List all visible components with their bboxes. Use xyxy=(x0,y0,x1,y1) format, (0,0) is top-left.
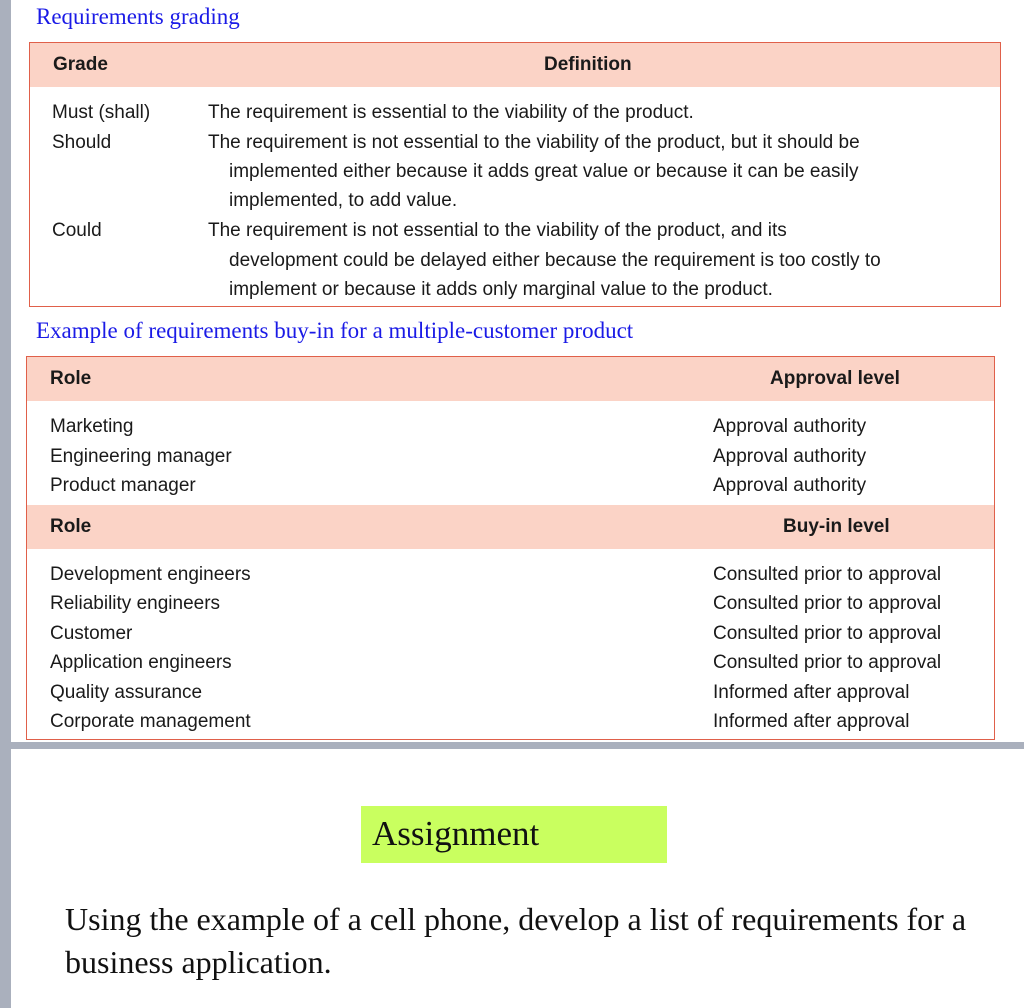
buyin-row-role: Reliability engineers xyxy=(50,593,221,614)
definition-could-line-3: implement or because it adds only marginal value to the product. xyxy=(229,279,773,300)
buyin-row-role: Corporate management xyxy=(50,711,251,732)
buyin-row-level: Consulted prior to approval xyxy=(713,564,942,585)
grading-header-row xyxy=(30,43,1000,87)
definition-column-header: Definition xyxy=(544,54,632,75)
role-column-header: Role xyxy=(50,516,92,537)
buyin-header-row xyxy=(27,505,994,549)
assignment-title: Assignment xyxy=(372,814,540,853)
slide-divider xyxy=(11,742,1024,749)
approval-header-row xyxy=(27,357,994,401)
buyin-row-level: Consulted prior to approval xyxy=(713,652,942,673)
buyin-row-role: Customer xyxy=(50,623,133,644)
approval-level-column-header: Approval level xyxy=(770,368,900,389)
assignment-body: Using the example of a cell phone, develop a list of requirements for a business application. xyxy=(65,901,967,980)
role-column-header: Role xyxy=(50,368,92,389)
approval-row-level: Approval authority xyxy=(713,446,867,467)
approval-row-role: Product manager xyxy=(50,475,196,496)
buyin-title: Example of requirements buy-in for a multiple-customer product xyxy=(36,318,634,343)
buyin-level-column-header: Buy-in level xyxy=(783,516,890,537)
definition-must-line-1: The requirement is essential to the viability of the product. xyxy=(208,102,694,123)
grade-could: Could xyxy=(52,220,102,241)
grade-must: Must (shall) xyxy=(52,102,151,123)
buyin-row-level: Consulted prior to approval xyxy=(713,593,942,614)
buyin-row-level: Informed after approval xyxy=(713,711,910,732)
grade-column-header: Grade xyxy=(53,54,108,75)
buyin-row-role: Application engineers xyxy=(50,652,232,673)
definition-should-line-2: implemented either because it adds great value or because it can be easily xyxy=(229,161,859,182)
approval-row-level: Approval authority xyxy=(713,416,867,437)
definition-should-line-3: implemented, to add value. xyxy=(229,190,458,211)
buyin-row-role: Development engineers xyxy=(50,564,251,585)
buyin-row-level: Consulted prior to approval xyxy=(713,623,942,644)
grade-should: Should xyxy=(52,132,112,153)
buyin-row-level: Informed after approval xyxy=(713,682,910,703)
approval-row-role: Engineering manager xyxy=(50,446,232,467)
grading-table xyxy=(29,42,1001,307)
buyin-table xyxy=(26,356,995,740)
assignment-banner xyxy=(361,806,667,863)
left-frame-bar xyxy=(0,0,11,1008)
grading-title: Requirements grading xyxy=(36,4,240,29)
definition-should-line-1: The requirement is not essential to the viability of the product, but it should be xyxy=(208,132,860,153)
buyin-row-role: Quality assurance xyxy=(50,682,203,703)
definition-could-line-2: development could be delayed either because the requirement is too costly to xyxy=(229,250,881,271)
approval-row-role: Marketing xyxy=(50,416,134,437)
definition-could-line-1: The requirement is not essential to the viability of the product, and its xyxy=(208,220,787,241)
approval-row-level: Approval authority xyxy=(713,475,867,496)
